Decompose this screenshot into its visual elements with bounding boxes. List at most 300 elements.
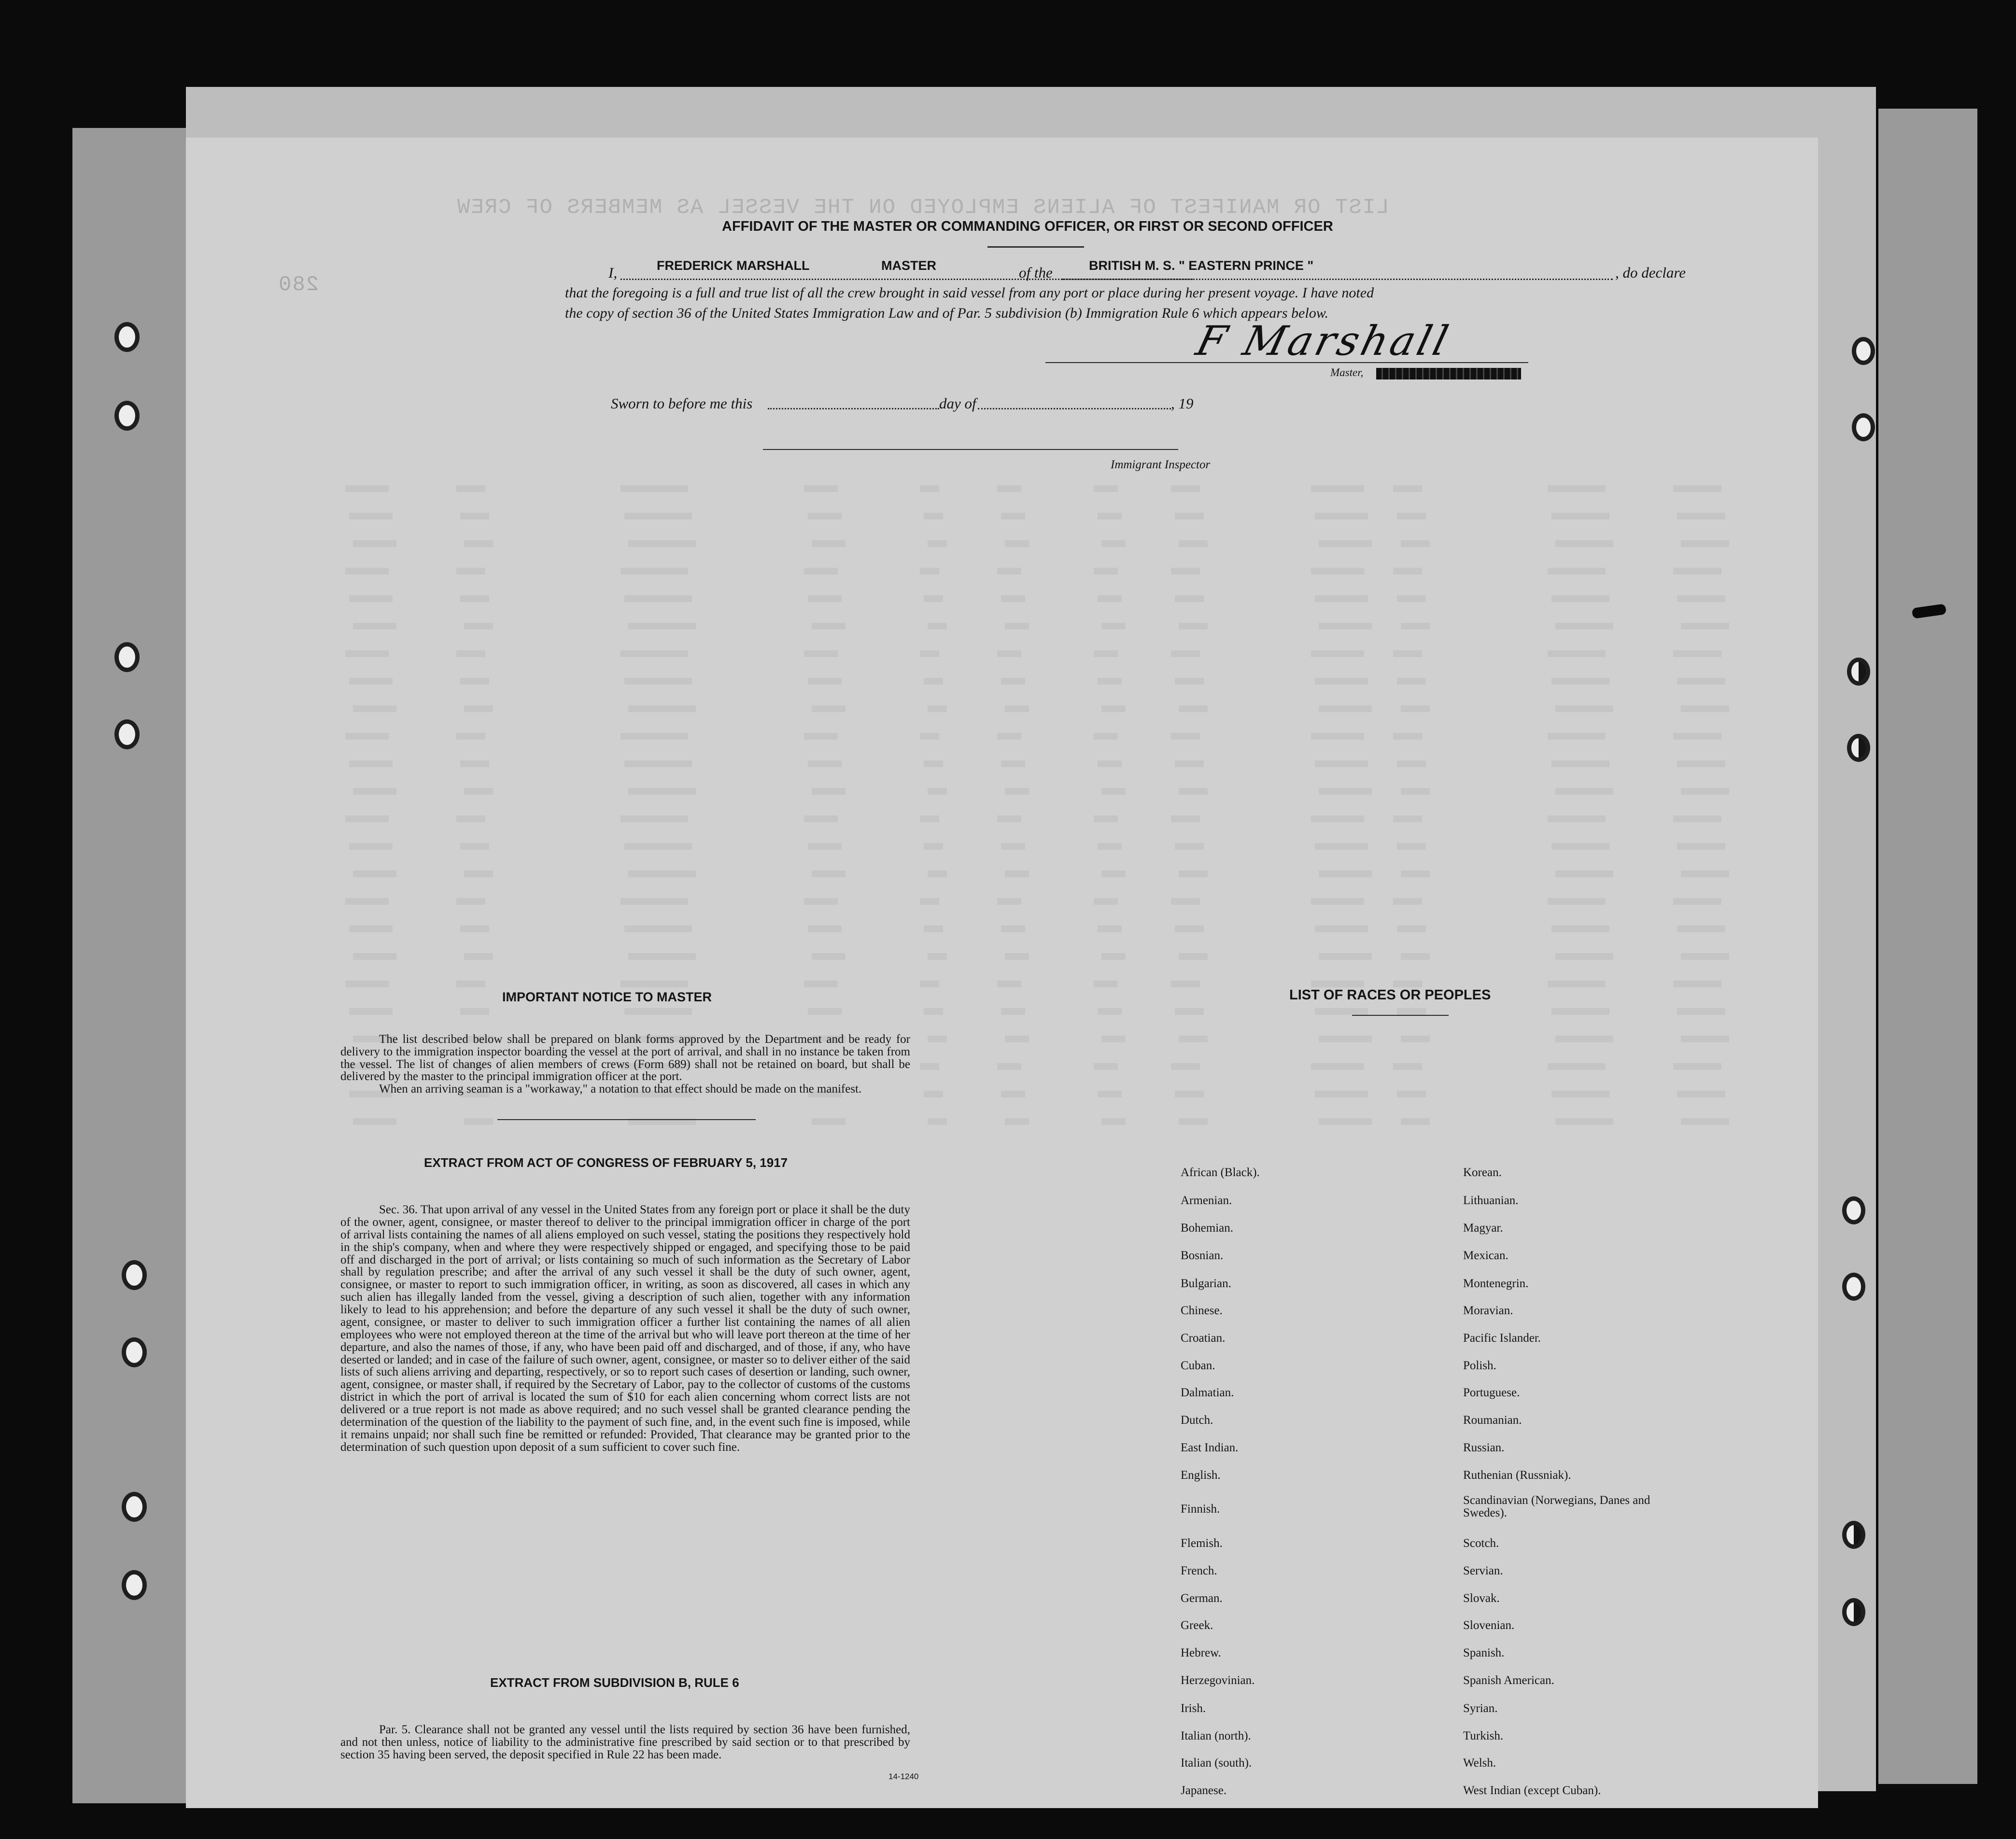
show-through-mark — [812, 788, 846, 795]
show-through-mark — [928, 1036, 947, 1042]
show-through-mark — [1315, 760, 1368, 767]
show-through-mark — [1175, 678, 1204, 685]
binder-hole — [122, 1260, 147, 1290]
show-through-mark — [624, 926, 692, 932]
show-through-mark — [1101, 953, 1126, 960]
show-through-mark — [1001, 1091, 1025, 1097]
show-through-mark — [1555, 1036, 1613, 1042]
show-through-mark — [1401, 788, 1430, 795]
struck-title-text — [1376, 368, 1521, 379]
show-through-mark — [1179, 540, 1208, 547]
show-through-mark — [1555, 788, 1613, 795]
binder-hole — [1842, 1273, 1865, 1301]
show-through-mark — [1171, 568, 1200, 575]
show-through-mark — [1319, 623, 1372, 630]
show-through-mark — [1005, 870, 1029, 877]
show-through-mark — [349, 1008, 393, 1015]
show-through-mark — [1401, 705, 1430, 712]
do-declare-label: , do declare — [1615, 264, 1686, 281]
race-item: Russian. — [1463, 1441, 1505, 1454]
show-through-mark — [1315, 1091, 1368, 1097]
race-item: Magyar. — [1463, 1221, 1503, 1235]
show-through-mark — [928, 705, 947, 712]
race-item: Scandinavian (Norwegians, Danes and Swedes). — [1463, 1494, 1650, 1520]
show-through-mark — [1673, 815, 1721, 822]
show-through-mark — [1179, 1118, 1208, 1125]
show-through-mark — [1555, 1118, 1613, 1125]
show-through-mark — [1315, 1008, 1368, 1015]
binder-hole — [1842, 1196, 1865, 1224]
race-item: German. — [1181, 1592, 1223, 1605]
show-through-mark — [1005, 1036, 1029, 1042]
show-through-mark — [1677, 595, 1725, 602]
show-through-mark — [460, 1008, 489, 1015]
show-through-mark — [920, 898, 939, 905]
show-through-mark — [928, 623, 947, 630]
race-item: Chinese. — [1181, 1304, 1223, 1317]
show-through-mark — [928, 540, 947, 547]
binder-hole — [114, 401, 140, 431]
show-through-mark — [1319, 705, 1372, 712]
race-item: Scotch. — [1463, 1537, 1499, 1550]
race-item: Bosnian. — [1181, 1249, 1224, 1262]
show-through-mark — [1677, 843, 1725, 850]
show-through-mark — [997, 568, 1021, 575]
show-through-mark — [1094, 568, 1118, 575]
show-through-mark — [1179, 1036, 1208, 1042]
show-through-mark — [1175, 1091, 1204, 1097]
show-through-mark — [1681, 1118, 1729, 1125]
show-through-mark — [620, 485, 688, 492]
binder-hole — [1847, 658, 1870, 686]
show-through-mark — [460, 513, 489, 519]
show-through-mark — [1393, 981, 1422, 987]
show-through-mark — [1179, 705, 1208, 712]
show-through-mark — [1175, 843, 1204, 850]
show-through-mark — [997, 898, 1021, 905]
rank-field[interactable]: MASTER — [881, 258, 936, 273]
show-through-mark — [1397, 1008, 1426, 1015]
show-through-mark — [1551, 843, 1609, 850]
show-through-mark — [1001, 926, 1025, 932]
show-through-mark — [920, 815, 939, 822]
show-through-mark — [920, 485, 939, 492]
show-through-mark — [1681, 623, 1729, 630]
show-through-mark — [1551, 513, 1609, 519]
day-of-label: day of — [939, 395, 976, 412]
show-through-mark — [1311, 485, 1364, 492]
binder-hole — [114, 719, 140, 749]
show-through-mark — [1548, 815, 1606, 822]
show-through-mark — [1171, 981, 1200, 987]
show-through-mark — [624, 595, 692, 602]
show-through-mark — [1555, 705, 1613, 712]
act-heading: EXTRACT FROM ACT OF CONGRESS OF FEBRUARY 5, 1917 — [424, 1155, 788, 1170]
show-through-mark — [1677, 1091, 1725, 1097]
show-through-mark — [620, 981, 688, 987]
race-item: Flemish. — [1181, 1537, 1223, 1550]
show-through-mark — [1551, 678, 1609, 685]
show-through-mark — [1175, 1008, 1204, 1015]
show-through-mark — [1677, 678, 1725, 685]
show-through-mark — [1555, 870, 1613, 877]
show-through-mark — [1001, 1008, 1025, 1015]
show-through-mark — [808, 595, 842, 602]
show-through-mark — [460, 926, 489, 932]
show-through-mark — [353, 705, 396, 712]
race-item: Japanese. — [1181, 1784, 1227, 1797]
show-through-mark — [808, 843, 842, 850]
show-through-mark — [1101, 1036, 1126, 1042]
show-through-mark — [345, 815, 389, 822]
show-through-mark — [1673, 981, 1721, 987]
show-through-mark — [1681, 540, 1729, 547]
show-through-mark — [464, 540, 493, 547]
show-through-mark — [1548, 650, 1606, 657]
show-through-mark — [1171, 898, 1200, 905]
show-through-mark — [920, 733, 939, 740]
show-through-mark — [812, 953, 846, 960]
show-through-mark — [924, 1091, 943, 1097]
affidavit-line-3: the copy of section 36 of the United States Immigration Law and of Par. 5 subdivision (b) Immigration Rule 6 which appears below. — [565, 305, 1328, 321]
show-through-mark — [812, 1118, 846, 1125]
races-heading: LIST OF RACES OR PEOPLES — [1289, 987, 1491, 1003]
race-item: Bulgarian. — [1181, 1277, 1231, 1290]
race-item: Korean. — [1463, 1166, 1502, 1179]
show-through-mark — [920, 981, 939, 987]
show-through-mark — [1677, 760, 1725, 767]
show-through-mark — [1673, 485, 1721, 492]
show-through-mark — [620, 568, 688, 575]
show-through-mark — [1094, 898, 1118, 905]
show-through-mark — [997, 485, 1021, 492]
show-through-mark — [624, 843, 692, 850]
act-text: Sec. 36. That upon arrival of any vessel in the United States from any foreign port or place it shall be the duty of the owner, agent, consignee, or master thereof to deliver to the principal immigration officer in charge of the port of arrival lists containing the names of all aliens employed on such vessel, stating the positions they respectively hold in the ship's company, when and where they were respectively shipped or engaged, and specifying those to be paid off and discharged in the port of arrival; or lists containing so much of such information as the Secretary of Labor shall by regulation prescribe; and after the arrival of any such vessel it shall be the duty of such owner, agent, consignee, or master to report to such immigration officer, in writing, as soon as discovered, all cases in which any such alien has illegally landed from the vessel, giving a description of such alien, together with any information likely to lead to his apprehension; and before the departure of any such vessel it shall be the duty of such owner, agent, consignee, or master to deliver to such immigration officer a further list containing the names of all alien employees who were not employed thereon at the time of the arrival but who will leave port thereon at the time of her departure, and also the names of those, if any, who have been paid off and discharged, and of those, if any, who have deserted or landed; and in case of the failure of such owner, agent, consignee, or master so to deliver either of the said lists of such aliens arriving and departing, respectively, or so to report such cases of desertion or landing, such owner, agent, consignee, or master shall, if required by the Secretary of Labor, pay to the collector of customs of the customs district in which the port of arrival is located the sum of $10 for each alien concerning whom correct lists are not delivered or a true report is not made as above required; and no such vessel shall be granted clearance pending the determination of the question of the liability to the payment of such fine, and, in the event such fine is imposed, while it remains unpaid; nor shall such fine be remitted or refunded: Provided, That clearance may be granted prior to the determination of such question upon deposit of a sum sufficient to cover such fine. — [340, 1203, 910, 1454]
show-through-mark — [1393, 568, 1422, 575]
show-through-mark — [1397, 595, 1426, 602]
show-through-mark — [1101, 540, 1126, 547]
show-through-mark — [353, 1118, 396, 1125]
show-through-mark — [1401, 540, 1430, 547]
rule-heading: EXTRACT FROM SUBDIVISION B, RULE 6 — [490, 1675, 739, 1690]
inspector-label: Immigrant Inspector — [1111, 458, 1211, 471]
show-through-mark — [353, 788, 396, 795]
show-through-mark — [804, 815, 838, 822]
race-item: Herzegovinian. — [1181, 1674, 1255, 1687]
race-item: English. — [1181, 1469, 1221, 1482]
show-through-mark — [1393, 815, 1422, 822]
show-through-mark — [1548, 1063, 1606, 1070]
show-through-mark — [1175, 513, 1204, 519]
race-item: East Indian. — [1181, 1441, 1239, 1454]
master-name-field[interactable]: FREDERICK MARSHALL — [657, 258, 810, 273]
show-through-mark — [1681, 953, 1729, 960]
show-through-mark — [456, 568, 485, 575]
show-through-mark — [345, 650, 389, 657]
show-through-mark — [1393, 898, 1422, 905]
show-through-mark — [1681, 1036, 1729, 1042]
show-through-mark — [456, 898, 485, 905]
show-through-mark — [1397, 513, 1426, 519]
race-item: Finnish. — [1181, 1502, 1220, 1516]
show-through-mark — [1311, 733, 1364, 740]
show-through-mark — [1548, 485, 1606, 492]
show-through-mark — [628, 870, 696, 877]
show-through-mark — [804, 568, 838, 575]
show-through-mark — [812, 705, 846, 712]
race-item: Syrian. — [1463, 1702, 1498, 1715]
show-through-mark — [345, 898, 389, 905]
show-through-mark — [628, 953, 696, 960]
show-through-mark — [1555, 540, 1613, 547]
show-through-mark — [1094, 981, 1118, 987]
show-through-mark — [1098, 678, 1122, 685]
show-through-mark — [924, 1008, 943, 1015]
show-through-mark — [353, 623, 396, 630]
show-through-mark — [808, 760, 842, 767]
show-through-mark — [349, 843, 393, 850]
form-sheet — [186, 138, 1818, 1808]
show-through-mark — [1311, 650, 1364, 657]
race-item: Montenegrin. — [1463, 1277, 1529, 1290]
form-number: 14-1240 — [888, 1772, 919, 1781]
affidavit-heading: AFFIDAVIT OF THE MASTER OR COMMANDING OFFICER, OR FIRST OR SECOND OFFICER — [722, 219, 1333, 234]
show-through-mark — [804, 485, 838, 492]
show-through-mark — [1401, 623, 1430, 630]
show-through-mark — [1179, 623, 1208, 630]
show-through-mark — [345, 981, 389, 987]
race-item: Irish. — [1181, 1702, 1206, 1715]
affidavit-line-2: that the foregoing is a full and true list of all the crew brought in said vessel from any port or place during her present voyage. I have noted — [565, 285, 1374, 301]
show-through-mark — [997, 981, 1021, 987]
show-through-mark — [1401, 870, 1430, 877]
race-item: Dalmatian. — [1181, 1386, 1234, 1399]
race-item: Servian. — [1463, 1564, 1503, 1577]
show-through-mark — [997, 733, 1021, 740]
race-item: Moravian. — [1463, 1304, 1513, 1317]
show-through-mark — [349, 678, 393, 685]
show-through-mark — [1001, 760, 1025, 767]
show-through-mark — [1315, 843, 1368, 850]
of-the-label: of the — [1019, 264, 1053, 281]
show-through-mark — [1319, 540, 1372, 547]
show-through-mark — [620, 650, 688, 657]
show-through-mark — [1179, 953, 1208, 960]
show-through-mark — [1098, 513, 1122, 519]
show-through-mark — [1001, 595, 1025, 602]
show-through-mark — [928, 788, 947, 795]
show-through-mark — [1548, 733, 1606, 740]
show-through-mark — [1005, 540, 1029, 547]
underlying-sheet-right — [1878, 109, 1977, 1784]
show-through-mark — [1311, 568, 1364, 575]
show-through-mark — [924, 926, 943, 932]
show-through-mark — [1677, 1008, 1725, 1015]
show-through-mark — [1673, 568, 1721, 575]
show-through-mark — [624, 513, 692, 519]
show-through-mark — [1101, 623, 1126, 630]
show-through-mark — [928, 1118, 947, 1125]
show-through-mark — [353, 870, 396, 877]
sworn-month-line[interactable] — [978, 408, 1171, 409]
notice-heading: IMPORTANT NOTICE TO MASTER — [502, 990, 712, 1004]
show-through-mark — [1094, 1063, 1118, 1070]
show-through-mark — [1005, 788, 1029, 795]
show-through-mark — [1001, 678, 1025, 685]
race-item: African (Black). — [1181, 1166, 1260, 1179]
show-through-mark — [1393, 485, 1422, 492]
show-through-mark — [1101, 870, 1126, 877]
notice-divider — [497, 1119, 756, 1120]
show-through-page-number: 280 — [278, 273, 319, 297]
race-item: Greek. — [1181, 1619, 1213, 1632]
show-through-mark — [353, 953, 396, 960]
show-through-mark — [1397, 843, 1426, 850]
show-through-mark — [1101, 788, 1126, 795]
binder-hole — [1847, 734, 1870, 762]
show-through-mark — [804, 898, 838, 905]
show-through-mark — [345, 485, 389, 492]
show-through-mark — [812, 870, 846, 877]
show-through-mark — [1171, 815, 1200, 822]
binder-hole — [114, 322, 140, 352]
show-through-mark — [349, 760, 393, 767]
show-through-mark — [1551, 595, 1609, 602]
race-item: Portuguese. — [1463, 1386, 1520, 1399]
show-through-mark — [997, 650, 1021, 657]
show-through-mark — [464, 788, 493, 795]
show-through-mark — [808, 678, 842, 685]
race-item: Dutch. — [1181, 1414, 1213, 1427]
races-heading-rule — [1352, 1015, 1449, 1016]
show-through-mark — [808, 1008, 842, 1015]
binder-hole — [122, 1337, 147, 1367]
show-through-mark — [1311, 898, 1364, 905]
vessel-line — [1062, 279, 1613, 280]
show-through-mark — [460, 678, 489, 685]
show-through-mark — [353, 540, 396, 547]
master-signature: F Marshall — [1191, 317, 1456, 365]
show-through-mark — [1098, 760, 1122, 767]
show-through-mark — [1094, 650, 1118, 657]
race-item: Bohemian. — [1181, 1221, 1234, 1235]
show-through-mark — [1171, 485, 1200, 492]
master-label: Master, — [1330, 366, 1364, 379]
race-item: Pacific Islander. — [1463, 1332, 1541, 1345]
show-through-mark — [1555, 953, 1613, 960]
sworn-day-line[interactable] — [768, 408, 939, 409]
notice-paragraph-1: The list described below shall be prepared on blank forms approved by the Department and be ready for delivery to the immigration inspector boarding the vessel at the port of arrival, and shall in no instance be taken from the vessel. The list of changes of alien members of crews (Form 689) shall not be retained on board, but shall be delivered by the master to the principal immigration officer at the port. — [340, 1033, 910, 1083]
show-through-mark — [1681, 705, 1729, 712]
show-through-mark — [1005, 623, 1029, 630]
show-through-mark — [1171, 1063, 1200, 1070]
show-through-mark — [924, 843, 943, 850]
show-through-mark — [1319, 1118, 1372, 1125]
show-through-mark — [804, 650, 838, 657]
inspector-signature-line[interactable] — [763, 449, 1178, 450]
binder-hole — [122, 1492, 147, 1522]
show-through-mark — [1315, 926, 1368, 932]
show-through-mark — [1171, 650, 1200, 657]
show-through-mark — [1001, 843, 1025, 850]
show-through-mark — [345, 733, 389, 740]
binder-hole — [122, 1570, 147, 1600]
show-through-mark — [456, 650, 485, 657]
race-item: Cuban. — [1181, 1359, 1215, 1372]
race-item: Slovak. — [1463, 1592, 1500, 1605]
show-through-mark — [620, 815, 688, 822]
race-item: Roumanian. — [1463, 1414, 1522, 1427]
show-through-mark — [1175, 926, 1204, 932]
show-through-mark — [460, 760, 489, 767]
show-through-mark — [1681, 870, 1729, 877]
notice-paragraph-2: When an arriving seaman is a "workaway," a notation to that effect should be made on the manifest. — [379, 1082, 862, 1095]
show-through-mark — [1171, 733, 1200, 740]
race-item: Ruthenian (Russniak). — [1463, 1469, 1571, 1482]
show-through-mark — [464, 705, 493, 712]
binder-hole — [1842, 1521, 1865, 1549]
race-item: Italian (south). — [1181, 1756, 1252, 1769]
show-through-mark — [1098, 843, 1122, 850]
show-through-mark — [1401, 1036, 1430, 1042]
i-label: I, — [608, 264, 618, 281]
race-item: Polish. — [1463, 1359, 1496, 1372]
show-through-mark — [1179, 870, 1208, 877]
show-through-mark — [456, 733, 485, 740]
show-through-mark — [1175, 760, 1204, 767]
signature-line — [1045, 362, 1528, 363]
show-through-mark — [920, 568, 939, 575]
show-through-mark — [460, 843, 489, 850]
show-through-mark — [349, 595, 393, 602]
show-through-mark — [624, 760, 692, 767]
race-item: Italian (north). — [1181, 1729, 1251, 1742]
show-through-mark — [464, 1118, 493, 1125]
vessel-field[interactable]: BRITISH M. S. " EASTERN PRINCE " — [1089, 258, 1314, 273]
show-through-mark — [804, 733, 838, 740]
show-through-mark — [1677, 513, 1725, 519]
show-through-mark — [620, 733, 688, 740]
show-through-mark — [997, 1063, 1021, 1070]
show-through-mark — [464, 953, 493, 960]
show-through-mark — [928, 870, 947, 877]
show-through-mark — [1551, 1091, 1609, 1097]
show-through-mark — [349, 513, 393, 519]
show-through-mark — [1098, 1008, 1122, 1015]
affidavit-heading-rule — [987, 246, 1084, 248]
show-through-mark — [1101, 705, 1126, 712]
show-through-mark — [1681, 788, 1729, 795]
show-through-mark — [920, 1063, 939, 1070]
show-through-mark — [1315, 513, 1368, 519]
race-item: Turkish. — [1463, 1729, 1504, 1742]
show-through-mark — [1098, 926, 1122, 932]
show-through-mark — [1397, 760, 1426, 767]
show-through-mark — [628, 705, 696, 712]
show-through-mark — [1005, 705, 1029, 712]
show-through-mark — [1393, 733, 1422, 740]
rule-text: Par. 5. Clearance shall not be granted any vessel until the lists required by section 36 have been furnished, and not then unless, notice of liability to the administrative fine prescribed by said section or to that prescribed by section 35 having been served, the deposit specified in Rule 22 has been made. — [340, 1723, 910, 1761]
show-through-mark — [1315, 595, 1368, 602]
show-through-mark — [1551, 1008, 1609, 1015]
binder-hole — [114, 642, 140, 672]
show-through-mark — [628, 623, 696, 630]
show-through-mark — [812, 540, 846, 547]
show-through-mark — [456, 485, 485, 492]
race-item: Armenian. — [1181, 1194, 1232, 1207]
show-through-mark — [1094, 733, 1118, 740]
show-through-mark — [1673, 898, 1721, 905]
